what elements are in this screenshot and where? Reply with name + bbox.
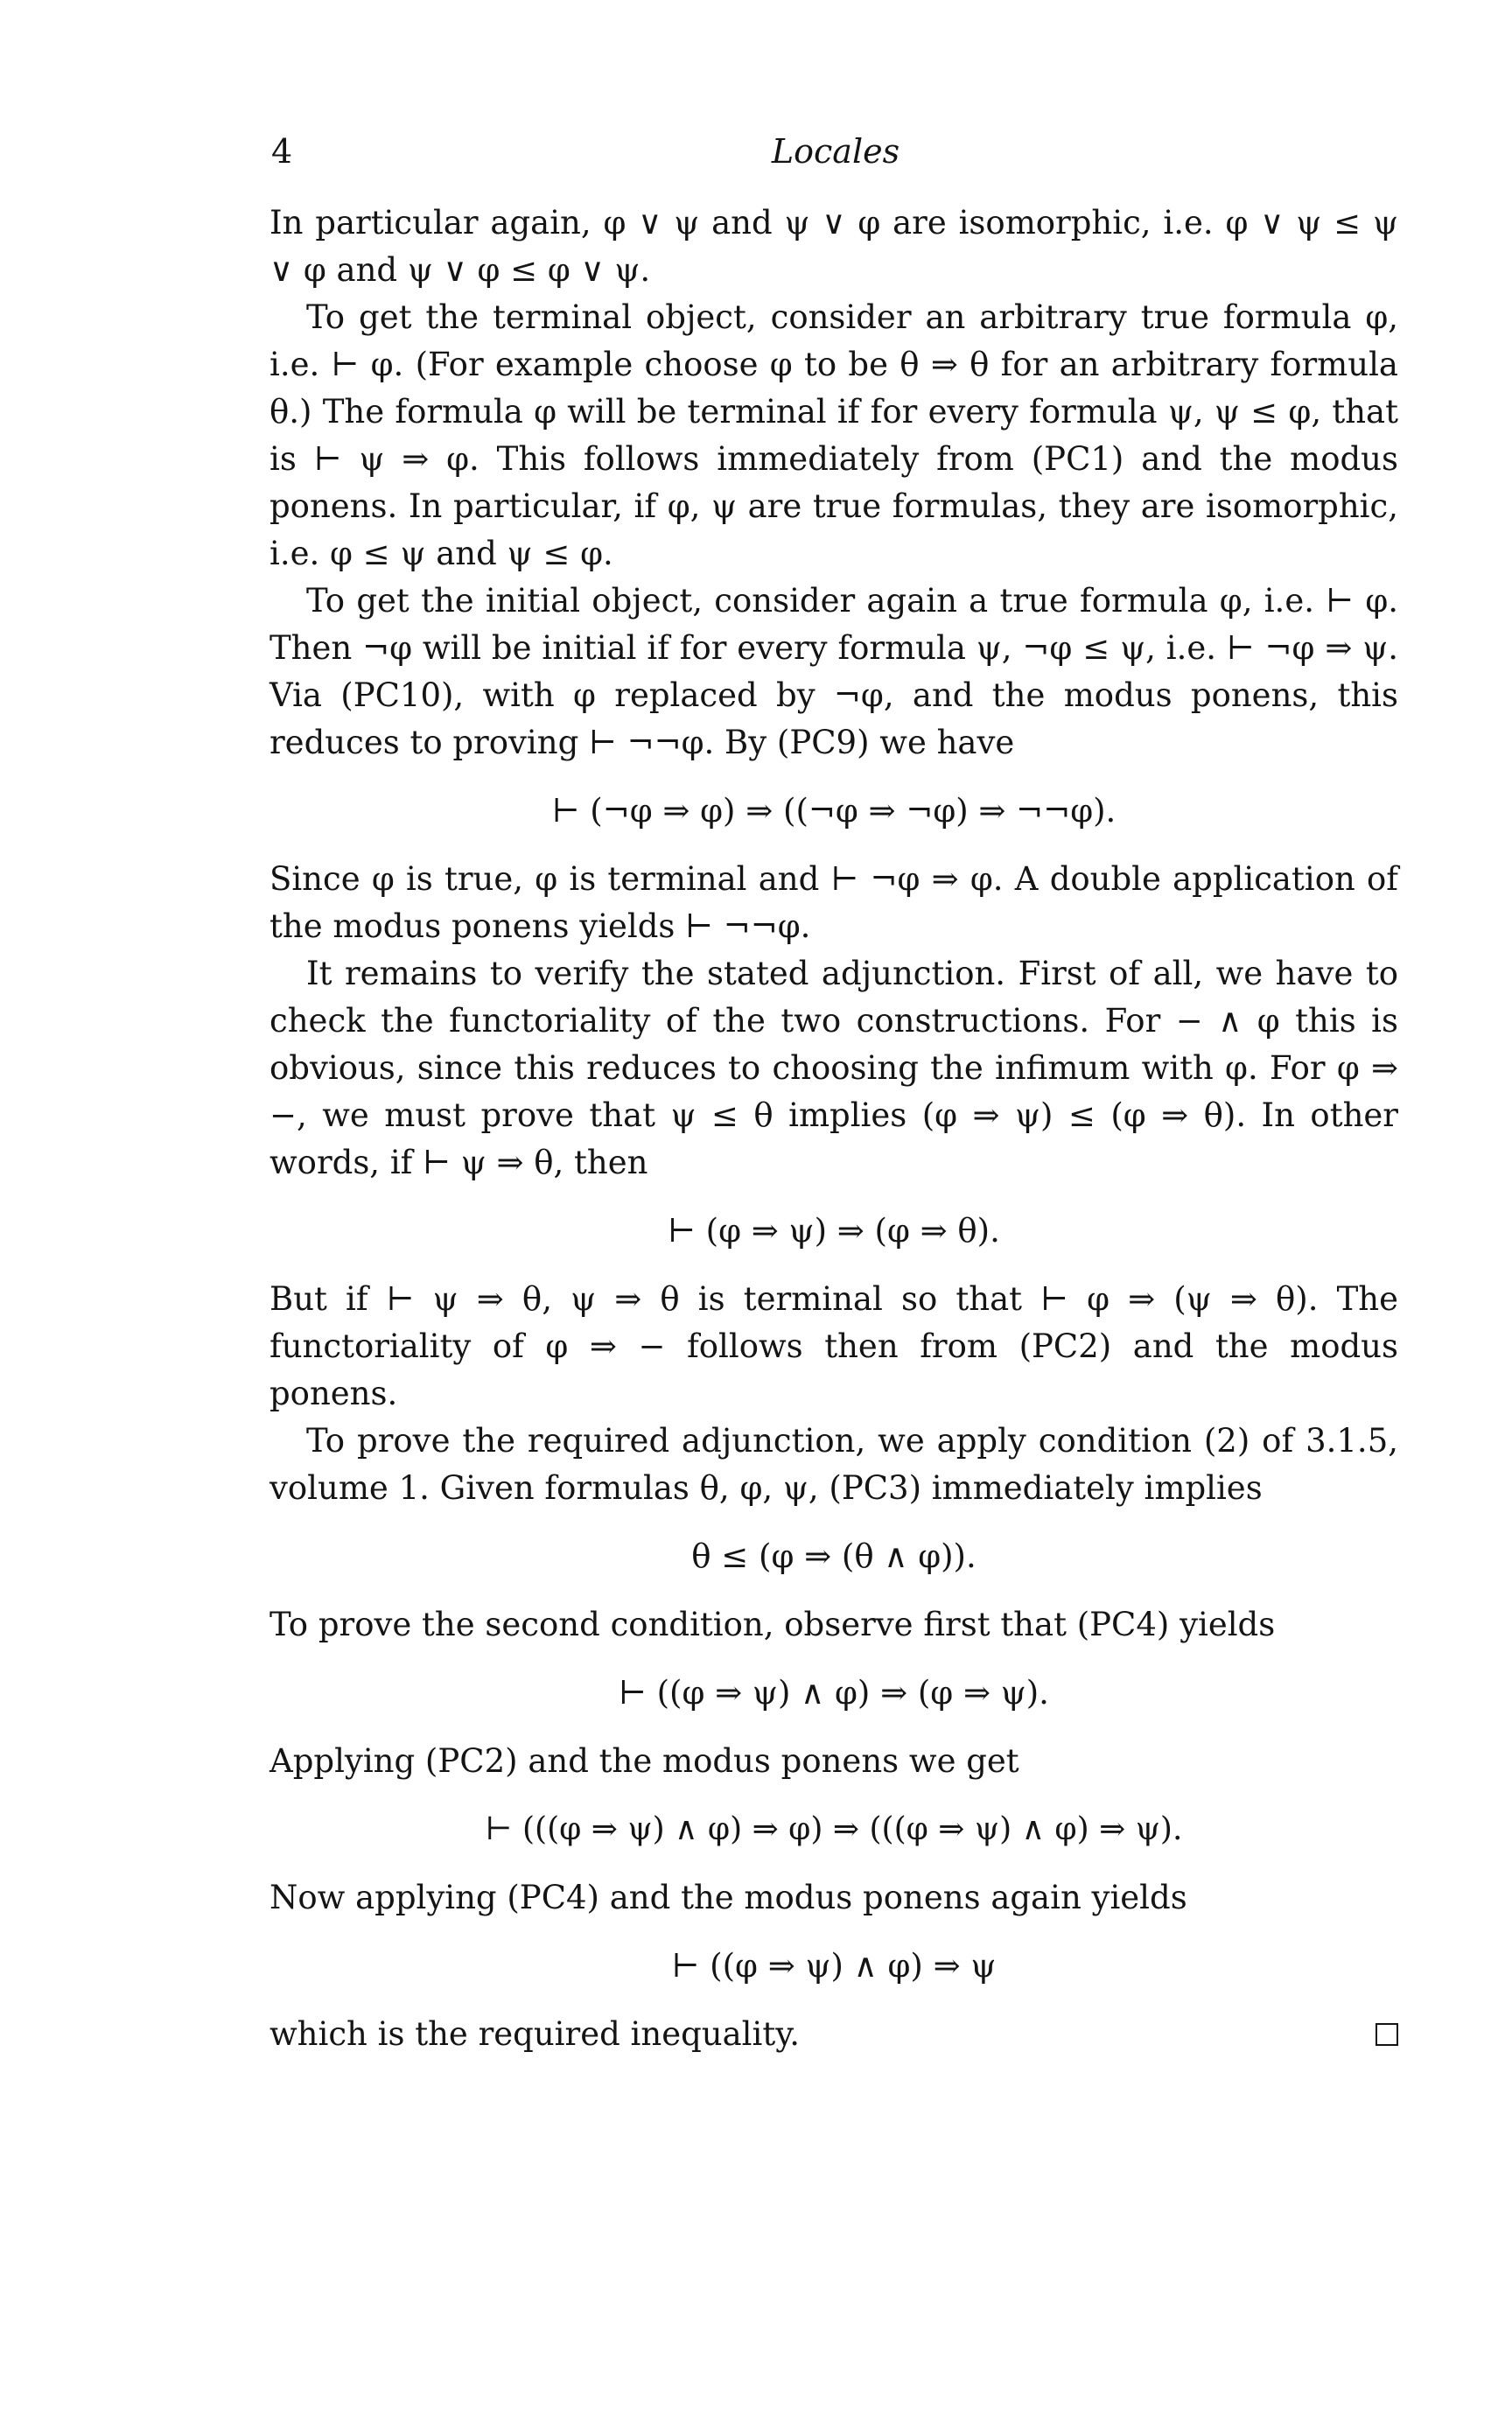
paragraph-applying-pc4: Now applying (PC4) and the modus ponens again yields [270,1879,1187,1916]
paragraph-initial-object: To get the initial object, consider again a true formula φ, i.e. ⊢ φ. Then ¬φ will be initial if for every formula ψ, ¬φ ≤ ψ, i.e. ⊢ ¬φ ⇒ ψ. Via (PC10), with φ replaced by ¬φ, and the modus ponens, this reduces to proving ⊢ ¬¬φ. By (PC9) we have [270,582,1398,761]
paragraph-double-application: Since φ is true, φ is terminal and ⊢ ¬φ ⇒ φ. A double application of the modus ponens yields ⊢ ¬¬φ. [270,860,1398,945]
page-body [270,200,1398,2058]
qed-square-icon [1376,2023,1398,2046]
paragraph-terminal-implication: But if ⊢ ψ ⇒ θ, ψ ⇒ θ is terminal so that ⊢ φ ⇒ (ψ ⇒ θ). The functoriality of φ ⇒ − follows then from (PC2) and the modus ponens. [270,1280,1398,1412]
paragraph-second-condition: To prove the second condition, observe first that (PC4) yields [270,1606,1276,1643]
paragraph-applying-pc2: Applying (PC2) and the modus ponens we get [270,1742,1019,1780]
running-title: Locales [771,132,900,171]
closing-line [270,2011,1398,2058]
page-header [271,130,1400,182]
display-formula-pc3: θ ≤ (φ ⇒ (θ ∧ φ)). [691,1537,976,1575]
paragraph-conclusion: which is the required inequality. [270,2015,800,2053]
display-formula-pc4: ⊢ ((φ ⇒ ψ) ∧ φ) ⇒ (φ ⇒ ψ). [619,1674,1049,1712]
display-formula-pc9: ⊢ (¬φ ⇒ φ) ⇒ ((¬φ ⇒ ¬φ) ⇒ ¬¬φ). [551,792,1116,830]
page-number: 4 [271,132,293,171]
paragraph-functoriality: It remains to verify the stated adjunction. First of all, we have to check the functoriality of the two constructions. For − ∧ φ this is obvious, since this reduces to choosing the infimum with φ. For φ ⇒ −, we must prove that ψ ≤ θ implies (φ ⇒ ψ) ≤ (φ ⇒ θ). In other words, if ⊢ ψ ⇒ θ, then [270,955,1398,1181]
display-formula-pc2: ⊢ (((φ ⇒ ψ) ∧ φ) ⇒ φ) ⇒ (((φ ⇒ ψ) ∧ φ) ⇒ ψ). [485,1811,1183,1847]
paragraph-adjunction: To prove the required adjunction, we apply condition (2) of 3.1.5, volume 1. Given formulas θ, φ, ψ, (PC3) immediately implies [270,1422,1398,1507]
display-formula-functoriality: ⊢ (φ ⇒ ψ) ⇒ (φ ⇒ θ). [668,1212,1000,1250]
display-formula-inequality: ⊢ ((φ ⇒ ψ) ∧ φ) ⇒ ψ [671,1947,997,1985]
paragraph-terminal-object: To get the terminal object, consider an arbitrary true formula φ, i.e. ⊢ φ. (For example choose φ to be θ ⇒ θ for an arbitrary formula θ.) The formula φ will be terminal if for every formula ψ, ψ ≤ φ, that is ⊢ ψ ⇒ φ. This follows immediately from (PC1) and the modus ponens. In particular, if φ, ψ are true formulas, they are isomorphic, i.e. φ ≤ ψ and ψ ≤ φ. [270,298,1398,572]
paragraph-isomorphism: In particular again, φ ∨ ψ and ψ ∨ φ are isomorphic, i.e. φ ∨ ψ ≤ ψ ∨ φ and ψ ∨ φ ≤ φ ∨ ψ. [270,204,1398,289]
